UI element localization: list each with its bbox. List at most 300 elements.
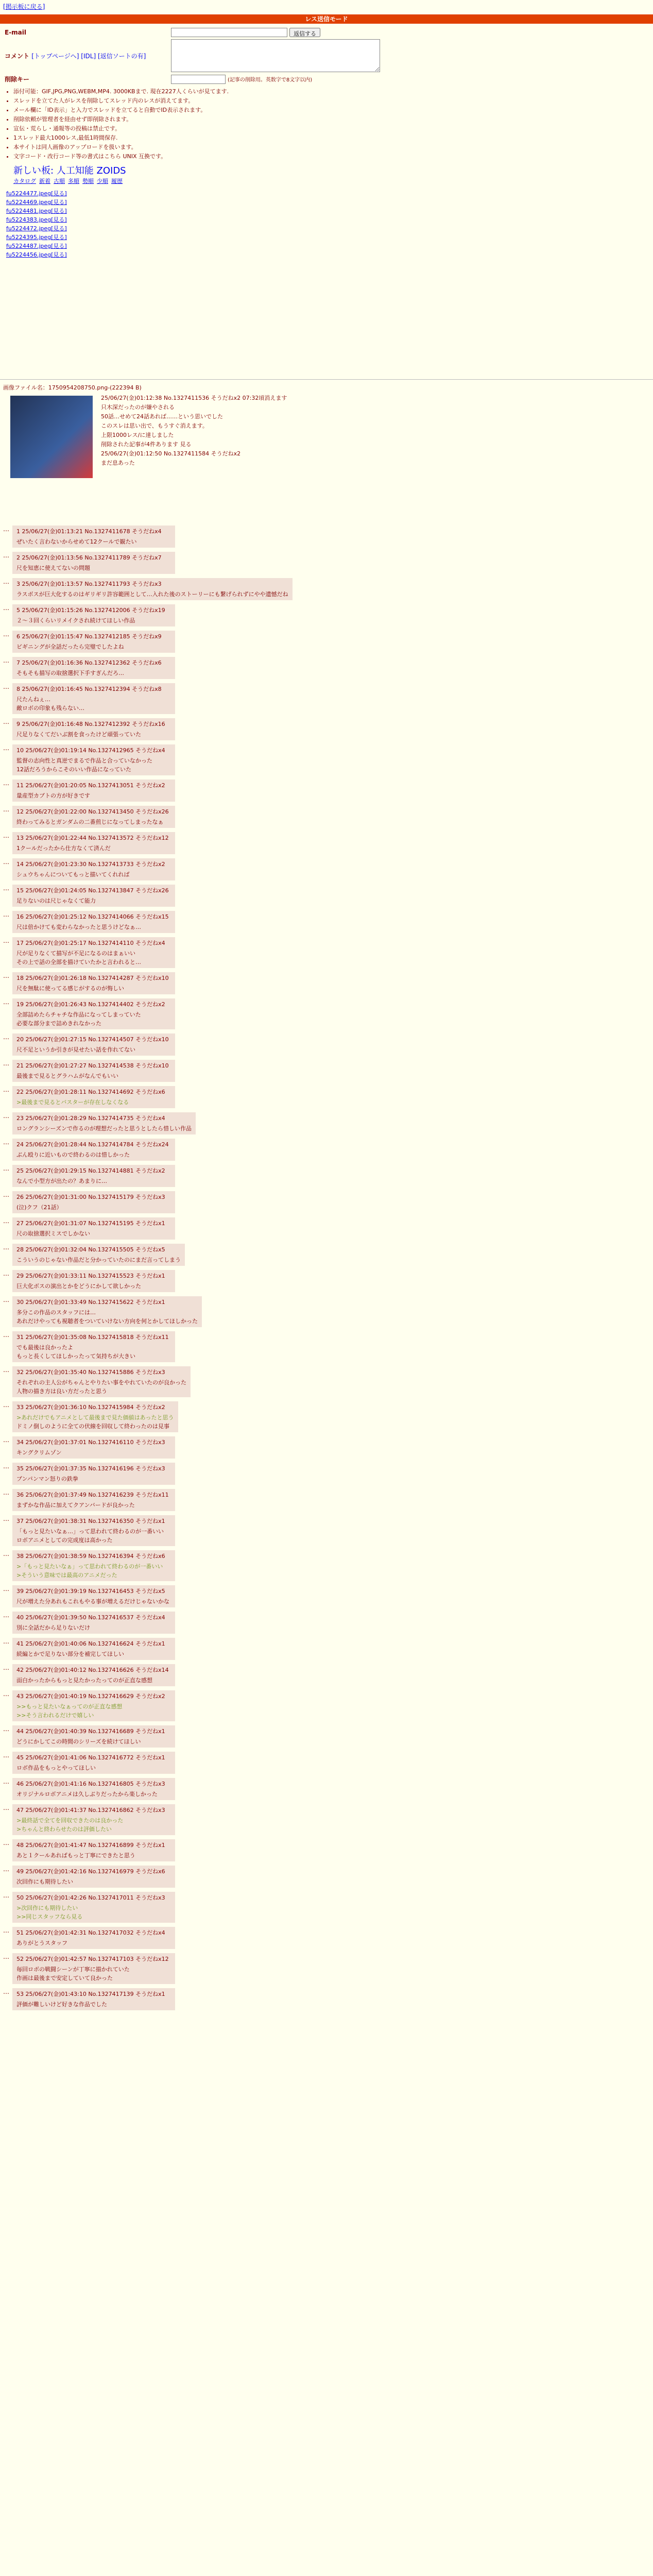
- reply-header[interactable]: 18 25/06/27(金)01:26:18 No.1327414287 そうだねx10: [16, 975, 169, 981]
- reply-body: [16, 756, 171, 773]
- reply-row: [3, 631, 647, 653]
- reply-box: [12, 1585, 175, 1607]
- reply-body: [16, 984, 171, 992]
- reply-line: 「もっと見たいなぁ…」って思われて終わるのが一番いい: [16, 1528, 164, 1535]
- file-ref-link[interactable]: fu5224472.jpeg[見る]: [6, 225, 67, 232]
- reply-body: [16, 791, 171, 800]
- reply-line: でも最後は良かったよ: [16, 1344, 73, 1351]
- op-thumbnail-image[interactable]: [10, 396, 93, 478]
- reply-header[interactable]: 31 25/06/27(金)01:35:08 No.1327415818 そうだねx11: [16, 1334, 169, 1341]
- reply-indent: …: [3, 1436, 9, 1444]
- reply-body: [16, 1851, 171, 1859]
- file-ref-link[interactable]: fu5224383.jpeg[見る]: [6, 216, 67, 223]
- reply-header[interactable]: 52 25/06/27(金)01:42:57 No.1327417103 そうだねx12: [16, 1956, 169, 1962]
- category-link[interactable]: カタログ: [13, 178, 36, 184]
- reply-header[interactable]: 48 25/06/27(金)01:41:47 No.1327416899 そうだねx1: [16, 1842, 165, 1849]
- reply-row: [3, 858, 647, 880]
- reply-line: >>そう言われるだけで嬉しい: [16, 1712, 94, 1719]
- reply-line: 別に全話だから足りないだけ: [16, 1624, 90, 1631]
- submit-button[interactable]: 返信する: [289, 28, 320, 37]
- reply-box: [12, 1244, 185, 1266]
- reply-header[interactable]: 32 25/06/27(金)01:35:40 No.1327415886 そうだねx3: [16, 1369, 165, 1376]
- reply-box: [12, 1664, 175, 1686]
- reply-box: [12, 1866, 175, 1888]
- reply-line: ありがとうスタッフ: [16, 1940, 67, 1946]
- file-ref-link[interactable]: fu5224477.jpeg[見る]: [6, 190, 67, 197]
- reply-header[interactable]: 36 25/06/27(金)01:37:49 No.1327416239 そうだねx11: [16, 1492, 169, 1498]
- reply-body: [16, 1877, 171, 1886]
- reply-header[interactable]: 2 25/06/27(金)01:13:56 No.1327411789 そうだねx7: [16, 554, 162, 561]
- reply-line: 次回作にも期待したい: [16, 1878, 73, 1885]
- pass-field[interactable]: [171, 75, 226, 84]
- reply-box: [12, 832, 175, 854]
- reply-line: まずかな作品に加えてクアンバードが良かった: [16, 1502, 135, 1509]
- reply-body: [16, 590, 288, 598]
- reply-header[interactable]: 12 25/06/27(金)01:22:00 No.1327413450 そうだねx26: [16, 808, 169, 815]
- file-ref-link[interactable]: fu5224481.jpeg[見る]: [6, 208, 67, 214]
- reply-line: あと１クールあればもっと丁寧にできたと思う: [16, 1852, 135, 1859]
- reply-row: [3, 1953, 647, 1984]
- reply-box: [12, 1112, 196, 1134]
- op-line: このスレは思い出で、もうすぐ消えます。: [101, 422, 208, 429]
- reply-mode-bar: レス送信モード: [0, 14, 653, 24]
- reply-line: >あれだけでもアニメとして最後まで見た価値はあったと思う: [16, 1414, 174, 1421]
- reply-row: [3, 1463, 647, 1485]
- reply-body: [16, 616, 171, 624]
- reply-line: 最後まで見るとグラハムがなんでもいい: [16, 1073, 118, 1079]
- reply-box: [12, 806, 175, 828]
- reply-indent: …: [3, 1927, 9, 1934]
- reply-line: 必要な部分まで詰めきれなかった: [16, 1020, 101, 1027]
- file-ref-link[interactable]: fu5224395.jpeg[見る]: [6, 234, 67, 241]
- reply-line: >ちゃんと終わらせたのは評価したい: [16, 1826, 112, 1833]
- comment-field[interactable]: [171, 39, 380, 72]
- reply-line: 足りないのは尺じゃなくて能力: [16, 897, 96, 904]
- reply-row: [3, 1638, 647, 1660]
- op-line: 只木深だったのが嫌やされる: [101, 404, 175, 411]
- reply-body: [16, 1010, 171, 1027]
- reply-indent: …: [3, 1892, 9, 1899]
- reply-header[interactable]: 42 25/06/27(金)01:40:12 No.1327416626 そうだねx14: [16, 1667, 169, 1673]
- reply-indent: …: [3, 578, 9, 585]
- reply-row: [3, 578, 647, 600]
- reply-box: [12, 885, 175, 907]
- reply-line: こういうのじゃない作品だと分かっていたのにまだ言ってしまう: [16, 1257, 181, 1263]
- reply-row: [3, 1752, 647, 1774]
- email-field[interactable]: [171, 28, 287, 37]
- reply-header[interactable]: 25 25/06/27(金)01:29:15 No.1327414881 そうだねx2: [16, 1167, 165, 1174]
- reply-body: [16, 870, 171, 878]
- reply-header[interactable]: 20 25/06/27(金)01:27:15 No.1327414507 そうだねx10: [16, 1036, 169, 1043]
- reply-header[interactable]: 30 25/06/27(金)01:33:49 No.1327415622 そうだねx1: [16, 1299, 165, 1306]
- reply-header[interactable]: 1 25/06/27(金)01:13:21 No.1327411678 そうだねx4: [16, 528, 162, 535]
- reply-header[interactable]: 27 25/06/27(金)01:31:07 No.1327415195 そうだねx1: [16, 1220, 165, 1227]
- reply-header[interactable]: 26 25/06/27(金)01:31:00 No.1327415179 そうだねx3: [16, 1194, 165, 1200]
- reply-header[interactable]: 7 25/06/27(金)01:16:36 No.1327412362 そうだねx6: [16, 659, 162, 666]
- reply-body: [16, 564, 171, 572]
- original-post: [3, 383, 621, 466]
- op-line: まだ息あった: [101, 460, 135, 466]
- category-links: [13, 177, 425, 185]
- pass-row: [3, 74, 425, 84]
- rules-list: [13, 87, 425, 160]
- comment-links[interactable]: [トップページへ] [IDL] [返信ソートの有]: [31, 52, 146, 60]
- file-ref-item: [6, 242, 425, 250]
- reply-box: [12, 937, 175, 968]
- category-link[interactable]: 少順: [97, 178, 108, 184]
- reply-line: キングクリムゾン: [16, 1449, 62, 1456]
- reply-row: [3, 832, 647, 854]
- rule-item: • スレッドを立てた人がレスを削除してスレッド内のレスが消えてます。: [13, 96, 425, 105]
- category-link[interactable]: 勢順: [82, 178, 94, 184]
- reply-row: [3, 1550, 647, 1581]
- reply-indent: …: [3, 526, 9, 533]
- reply-header[interactable]: 9 25/06/27(金)01:16:48 No.1327412392 そうだねx16: [16, 721, 165, 727]
- reply-line: >次回作にも期待したい: [16, 1905, 78, 1911]
- reply-box: [12, 1725, 175, 1748]
- reply-indent: …: [3, 1296, 9, 1303]
- rule-item: • 宣伝・荒らし・通報等の投稿は禁止です。: [13, 124, 425, 132]
- reply-header[interactable]: 21 25/06/27(金)01:27:27 No.1327414538 そうだねx10: [16, 1062, 169, 1069]
- reply-header[interactable]: 50 25/06/27(金)01:42:26 No.1327417011 そうだねx3: [16, 1894, 165, 1901]
- reply-indent: …: [3, 1664, 9, 1671]
- reply-indent: …: [3, 657, 9, 664]
- reply-indent: …: [3, 1585, 9, 1592]
- reply-box: [12, 1892, 175, 1923]
- reply-line: 作画は最後まで安定していて良かった: [16, 1975, 113, 1981]
- rule-item: • 本サイトは同人画像のアップロードを扱います。: [13, 143, 425, 151]
- reply-row: [3, 885, 647, 907]
- separator: [0, 379, 653, 380]
- reply-line: 尺が増えた分あれもこれもやる事が増えるだけじゃないかな: [16, 1598, 169, 1605]
- file-ref-item: [6, 224, 425, 232]
- back-link[interactable]: [掲示板に戻る]: [3, 3, 45, 10]
- reply-header[interactable]: 3 25/06/27(金)01:13:57 No.1327411793 そうだねx3: [16, 581, 162, 587]
- reply-header[interactable]: 34 25/06/27(金)01:37:01 No.1327416110 そうだねx3: [16, 1439, 165, 1446]
- reply-row: [3, 1401, 647, 1432]
- reply-box: [12, 1550, 175, 1581]
- reply-row: [3, 1244, 647, 1266]
- reply-indent: …: [3, 604, 9, 612]
- file-ref-link[interactable]: fu5224469.jpeg[見る]: [6, 199, 67, 206]
- op-header: 25/06/27(金)01:12:38 No.1327411536 そうだねx2 07:32頃消えます: [101, 395, 287, 401]
- email-label: E-mail: [5, 29, 27, 36]
- reply-line: ぶん殴りに近いもので終わるのは惜しかった: [16, 1151, 130, 1158]
- reply-line: 毎回ロボの戦闘シーンが丁寧に描かれていた: [16, 1966, 130, 1973]
- reply-row: [3, 1112, 647, 1134]
- reply-indent: …: [3, 1244, 9, 1251]
- reply-line: 全部詰めたらチャチな作品になってしまっていた: [16, 1011, 141, 1018]
- reply-box: [12, 526, 175, 548]
- reply-line: 尺不足というか引きが見せたい話を作れてない: [16, 1046, 135, 1053]
- reply-row: [3, 526, 647, 548]
- reply-row: [3, 1725, 647, 1748]
- reply-indent: …: [3, 1366, 9, 1374]
- reply-indent: …: [3, 1804, 9, 1811]
- reply-line: 評価が難しいけど好きな作品でした: [16, 2001, 107, 2008]
- reply-box: [12, 1690, 175, 1721]
- reply-body: [16, 949, 171, 966]
- reply-indent: …: [3, 1550, 9, 1557]
- reply-body: [16, 1764, 171, 1772]
- reply-box: [12, 744, 175, 775]
- reply-row: [3, 1778, 647, 1800]
- reply-indent: …: [3, 1401, 9, 1409]
- reply-body: [16, 1790, 171, 1798]
- reply-box: [12, 1217, 175, 1240]
- file-ref-item: [6, 233, 425, 241]
- reply-box: [12, 1086, 175, 1108]
- reply-row: [3, 1690, 647, 1721]
- reply-row: [3, 1664, 647, 1686]
- reply-row: [3, 1585, 647, 1607]
- reply-body: [16, 1475, 171, 1483]
- reply-line: >最後まで見るとバスターが存在しなくなる: [16, 1099, 129, 1106]
- reply-line: ぜいたく言わないからせめて12クールで観たい: [16, 538, 137, 545]
- reply-body: [16, 1229, 171, 1238]
- reply-header[interactable]: 11 25/06/27(金)01:20:05 No.1327413051 そうだねx2: [16, 782, 165, 789]
- reply-body: [16, 537, 171, 546]
- reply-row: [3, 744, 647, 775]
- reply-body: [16, 1177, 171, 1185]
- reply-line: 続編とかで足りない部分を補完してほしい: [16, 1651, 124, 1657]
- reply-body: [16, 1343, 171, 1360]
- reply-indent: …: [3, 1489, 9, 1496]
- reply-box: [12, 1612, 175, 1634]
- reply-body: [16, 1816, 171, 1833]
- reply-body: [16, 1623, 171, 1632]
- reply-box: [12, 683, 175, 714]
- reply-row: [3, 998, 647, 1029]
- reply-box: [12, 1401, 178, 1432]
- reply-header[interactable]: 37 25/06/27(金)01:38:31 No.1327416350 そうだねx1: [16, 1518, 165, 1524]
- reply-body: [16, 1737, 171, 1745]
- reply-line: 尺を無駄に使ってる感じがするのが悔しい: [16, 985, 124, 992]
- reply-body: [16, 1124, 192, 1132]
- reply-header[interactable]: 53 25/06/27(金)01:43:10 No.1327417139 そうだねx1: [16, 1991, 165, 1997]
- reply-header[interactable]: 39 25/06/27(金)01:39:19 No.1327416453 そうだねx5: [16, 1588, 165, 1595]
- category-link[interactable]: 多順: [68, 178, 79, 184]
- reply-indent: …: [3, 1839, 9, 1846]
- reply-header[interactable]: 35 25/06/27(金)01:37:35 No.1327416196 そうだねx3: [16, 1465, 165, 1472]
- reply-indent: …: [3, 1270, 9, 1277]
- reply-box: [12, 552, 175, 574]
- reply-header[interactable]: 40 25/06/27(金)01:39:50 No.1327416537 そうだねx4: [16, 1614, 165, 1621]
- reply-line: 面白かったからもっと見たかったってのが正直な感想: [16, 1677, 152, 1684]
- file-ref-item: [6, 215, 425, 224]
- reply-box: [12, 1270, 175, 1292]
- reply-header[interactable]: 15 25/06/27(金)01:24:05 No.1327413847 そうだねx26: [16, 887, 169, 894]
- reply-header[interactable]: 33 25/06/27(金)01:36:10 No.1327415984 そうだねx2: [16, 1404, 165, 1411]
- reply-box: [12, 1778, 175, 1800]
- file-ref-link[interactable]: fu5224456.jpeg[見る]: [6, 251, 67, 258]
- reply-box: [12, 631, 175, 653]
- reply-line: (泣)クフ（21話）: [16, 1204, 62, 1211]
- reply-box: [12, 1638, 175, 1660]
- reply-line: >そういう意味では最高のアニメだった: [16, 1572, 117, 1579]
- reply-body: [16, 1676, 171, 1684]
- reply-body: [16, 2000, 171, 2008]
- op-line: 50話…せめて24話あれば……という思いでした: [101, 413, 223, 420]
- reply-row: [3, 1086, 647, 1108]
- top-nav: [3, 2, 45, 11]
- reply-form: [3, 28, 425, 259]
- reply-header[interactable]: 46 25/06/27(金)01:41:16 No.1327416805 そうだねx3: [16, 1781, 165, 1787]
- reply-indent: …: [3, 631, 9, 638]
- reply-list: [3, 526, 647, 2014]
- reply-header[interactable]: 29 25/06/27(金)01:33:11 No.1327415523 そうだねx1: [16, 1273, 165, 1279]
- reply-indent: …: [3, 1725, 9, 1733]
- reply-body: [16, 1282, 171, 1290]
- reply-line: 尺の取捨選択ミスでしかない: [16, 1230, 90, 1237]
- reply-line: それぞれの主人公がちゃんとやりたい事をやれていたのが良かった: [16, 1379, 186, 1386]
- reply-box: [12, 1331, 175, 1362]
- reply-line: なんで小型方が出たの？あまりに…: [16, 1178, 107, 1184]
- reply-box: [12, 1191, 175, 1213]
- reply-header[interactable]: 19 25/06/27(金)01:26:43 No.1327414402 そうだねx2: [16, 1001, 165, 1008]
- op-line: 25/06/27(金)01:12:50 No.1327411584 そうだねx2: [101, 450, 241, 457]
- reply-line: 尺は倍かけても変わらなかったと思うけどなぁ…: [16, 924, 141, 930]
- reply-header[interactable]: 38 25/06/27(金)01:38:59 No.1327416394 そうだねx6: [16, 1553, 165, 1560]
- reply-line: >最終話で全てを回収できたのは良かった: [16, 1817, 124, 1824]
- reply-indent: …: [3, 1752, 9, 1759]
- file-ref-link[interactable]: fu5224487.jpeg[見る]: [6, 243, 67, 249]
- reply-box: [12, 1515, 175, 1546]
- reply-box: [12, 1060, 175, 1082]
- reply-row: [3, 1165, 647, 1187]
- reply-header[interactable]: 45 25/06/27(金)01:41:06 No.1327416772 そうだねx1: [16, 1754, 165, 1761]
- reply-row: [3, 1270, 647, 1292]
- op-line: 上限1000レス/に達しました: [101, 432, 174, 438]
- reply-header[interactable]: 17 25/06/27(金)01:25:17 No.1327414110 そうだねx4: [16, 940, 165, 946]
- news-line: [13, 163, 425, 177]
- reply-body: [16, 1378, 186, 1395]
- reply-header[interactable]: 41 25/06/27(金)01:40:06 No.1327416624 そうだねx1: [16, 1640, 165, 1647]
- reply-body: [16, 1448, 171, 1456]
- reply-box: [12, 858, 175, 880]
- reply-row: [3, 972, 647, 994]
- reply-body: [16, 730, 171, 738]
- reply-header[interactable]: 49 25/06/27(金)01:42:16 No.1327416979 そうだねx6: [16, 1868, 165, 1875]
- op-file-name[interactable]: 画像ファイル名：1750954208750.png-(222394 B): [3, 384, 142, 391]
- reply-header[interactable]: 22 25/06/27(金)01:28:11 No.1327414692 そうだねx6: [16, 1089, 165, 1095]
- category-link[interactable]: 新着: [39, 178, 50, 184]
- reply-body: [16, 1650, 171, 1658]
- reply-indent: …: [3, 937, 9, 944]
- reply-box: [12, 1033, 175, 1056]
- reply-body: [16, 1413, 174, 1430]
- reply-box: [12, 972, 175, 994]
- reply-line: 尺足りなくてだいぶ割を食ったけど頑張っていた: [16, 731, 141, 738]
- reply-body: [16, 1939, 171, 1947]
- reply-header[interactable]: 47 25/06/27(金)01:41:37 No.1327416862 そうだねx3: [16, 1807, 165, 1814]
- reply-header[interactable]: 16 25/06/27(金)01:25:12 No.1327414066 そうだねx15: [16, 913, 169, 920]
- reply-body: [16, 642, 171, 651]
- reply-indent: …: [3, 1191, 9, 1198]
- reply-header[interactable]: 14 25/06/27(金)01:23:30 No.1327413733 そうだねx2: [16, 861, 165, 868]
- reply-box: [12, 1139, 175, 1161]
- reply-indent: …: [3, 832, 9, 839]
- reply-row: [3, 806, 647, 828]
- reply-header[interactable]: 44 25/06/27(金)01:40:39 No.1327416689 そうだねx1: [16, 1728, 165, 1735]
- reply-row: [3, 779, 647, 802]
- pass-label: 削除キー: [5, 76, 30, 83]
- reply-row: [3, 1060, 647, 1082]
- reply-header[interactable]: 43 25/06/27(金)01:40:19 No.1327416629 そうだねx2: [16, 1693, 165, 1700]
- reply-line: ロボアニメとしての完成度は高かった: [16, 1537, 113, 1544]
- reply-header[interactable]: 5 25/06/27(金)01:15:26 No.1327412006 そうだねx19: [16, 607, 165, 614]
- reply-box: [12, 1489, 175, 1511]
- reply-indent: …: [3, 1988, 9, 1995]
- reply-line: 1クールだったから仕方なくて済んだ: [16, 845, 111, 852]
- reply-box: [12, 1366, 191, 1397]
- comment-row: [3, 39, 425, 72]
- reply-row: [3, 1331, 647, 1362]
- pass-hint: (記事の削除用。英数字で8文字以内): [228, 77, 313, 83]
- reply-body: [16, 1045, 171, 1054]
- reply-row: [3, 911, 647, 933]
- news-title[interactable]: 新しい板: 人工知能 ZOIDS: [13, 165, 126, 176]
- reply-body: [16, 1256, 181, 1264]
- reply-body: [16, 896, 171, 905]
- reply-line: >>もっと見たいなぁってのが正直な感想: [16, 1703, 123, 1710]
- reply-line: 巨大化ボスの演出とかをどうにかして欲しかった: [16, 1283, 141, 1290]
- reply-box: [12, 718, 175, 740]
- reply-indent: …: [3, 1217, 9, 1225]
- reply-box: [12, 1463, 175, 1485]
- reply-box: [12, 578, 293, 600]
- reply-line: 尺たんねぇ…: [16, 696, 50, 703]
- reply-row: [3, 683, 647, 714]
- rule-item: • 1スレッド最大1000レス,最低1時間保存.: [13, 133, 425, 142]
- reply-indent: …: [3, 779, 9, 787]
- reply-line: 多分この作品のスタッフには…: [16, 1309, 96, 1316]
- reply-body: [16, 818, 171, 826]
- reply-header[interactable]: 8 25/06/27(金)01:16:45 No.1327412394 そうだねx8: [16, 686, 162, 692]
- reply-row: [3, 1217, 647, 1240]
- reply-body: [16, 1072, 171, 1080]
- reply-header[interactable]: 6 25/06/27(金)01:15:47 No.1327412185 そうだねx9: [16, 633, 162, 640]
- reply-line: 尺を知恵に使えてないの問題: [16, 565, 90, 571]
- reply-indent: …: [3, 683, 9, 690]
- reply-indent: …: [3, 998, 9, 1006]
- file-ref-item: [6, 250, 425, 259]
- reply-header[interactable]: 23 25/06/27(金)01:28:29 No.1327414735 そうだねx4: [16, 1115, 165, 1122]
- reply-indent: …: [3, 858, 9, 866]
- reply-header[interactable]: 10 25/06/27(金)01:19:14 No.1327412965 そうだねx4: [16, 747, 165, 754]
- op-body: [101, 393, 461, 468]
- category-link[interactable]: 履歴: [111, 178, 123, 184]
- reply-line: ２〜３回くらいリメイクされ続けてほしい作品: [16, 617, 135, 624]
- reply-box: [12, 911, 175, 933]
- reply-line: どうにかしてこの時間のシリーズを続けてほしい: [16, 1738, 141, 1745]
- reply-indent: …: [3, 1033, 9, 1041]
- reply-body: [16, 844, 171, 852]
- reply-header[interactable]: 24 25/06/27(金)01:28:44 No.1327414784 そうだねx24: [16, 1141, 169, 1148]
- reply-row: [3, 1866, 647, 1888]
- reply-row: [3, 937, 647, 968]
- file-ref-item: [6, 198, 425, 206]
- rule-item: • 文字コード・改行コード等の書式はこちら UNIX 互換です。: [13, 152, 425, 160]
- category-link[interactable]: 古順: [54, 178, 65, 184]
- reply-line: 量産型カブトの方が好きです: [16, 792, 90, 799]
- reply-body: [16, 1597, 171, 1605]
- reply-header[interactable]: 51 25/06/27(金)01:42:31 No.1327417032 そうだねx4: [16, 1929, 165, 1936]
- reply-indent: …: [3, 1778, 9, 1785]
- reply-body: [16, 1904, 171, 1921]
- reply-header[interactable]: 28 25/06/27(金)01:32:04 No.1327415505 そうだねx5: [16, 1246, 165, 1253]
- reply-header[interactable]: 13 25/06/27(金)01:22:44 No.1327413572 そうだねx12: [16, 835, 169, 841]
